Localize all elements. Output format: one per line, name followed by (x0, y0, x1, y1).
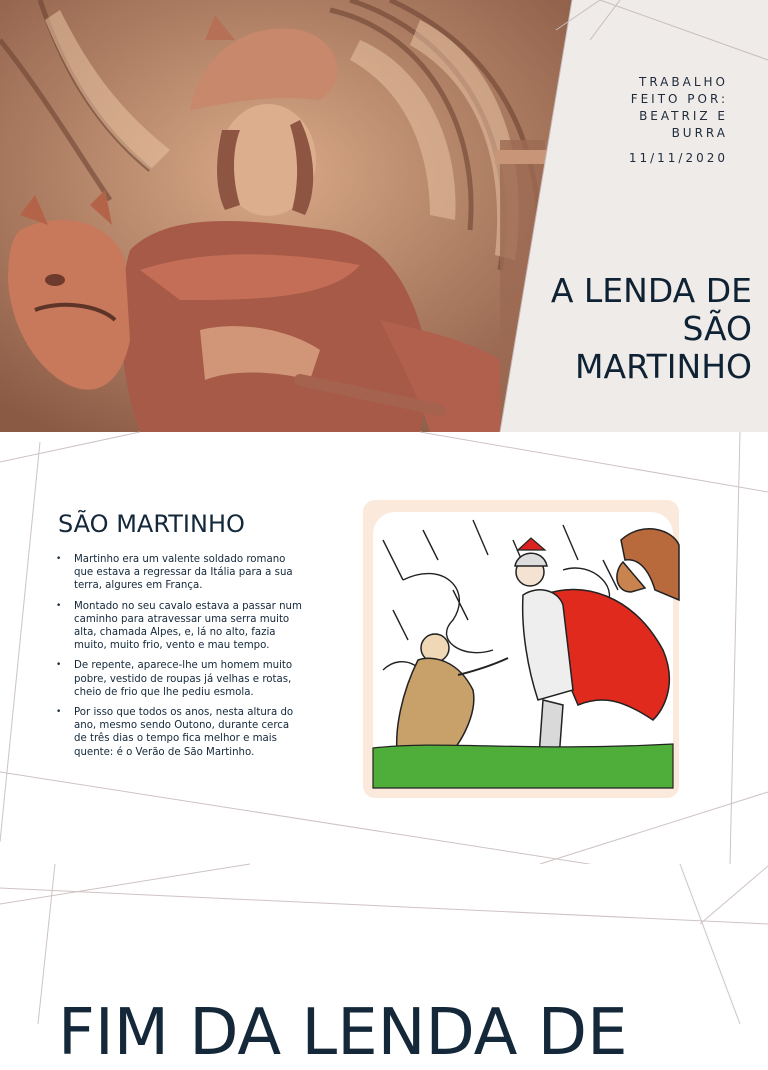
presentation-date: 11/11/2020 (628, 151, 728, 165)
bullet-item: • Por isso que todos os anos, nesta altura do ano, mesmo sendo Outono, durante cerca de três dias o tempo fica melhor e mais quente: é o Verão de São Martinho. (56, 706, 302, 759)
authors-line: FEITO POR: (630, 92, 728, 106)
authors-line: BEATRIZ E (639, 109, 728, 123)
title-slide (0, 0, 768, 432)
bullet-item: • De repente, aparece-lhe um homem muito pobre, vestido de roupas já velhas e rotas, cheio de frio que lhe pediu esmola. (56, 659, 302, 699)
end-slide (0, 864, 768, 1070)
presentation-title: A LENDA DE SÃO MARTINHO (550, 271, 752, 386)
saint-martin-illustration (363, 500, 679, 798)
authors-line: TRABALHO (639, 75, 728, 89)
authors-line: BURRA (671, 126, 728, 140)
bullet-list (56, 553, 302, 766)
content-slide (0, 432, 768, 864)
slide-heading: SÃO MARTINHO (58, 510, 245, 538)
bullet-item: • Martinho era um valente soldado romano que estava a regressar da Itália para a sua terra, algures em França. (56, 553, 302, 593)
bullet-item: • Montado no seu cavalo estava a passar num caminho para atravessar uma serra muito alta, chamada Alpes, e, lá no alto, fazia muito, muito frio, vento e mau tempo. (56, 600, 302, 653)
authors-label (608, 74, 728, 142)
end-title: FIM DA LENDA DE (58, 996, 628, 1070)
